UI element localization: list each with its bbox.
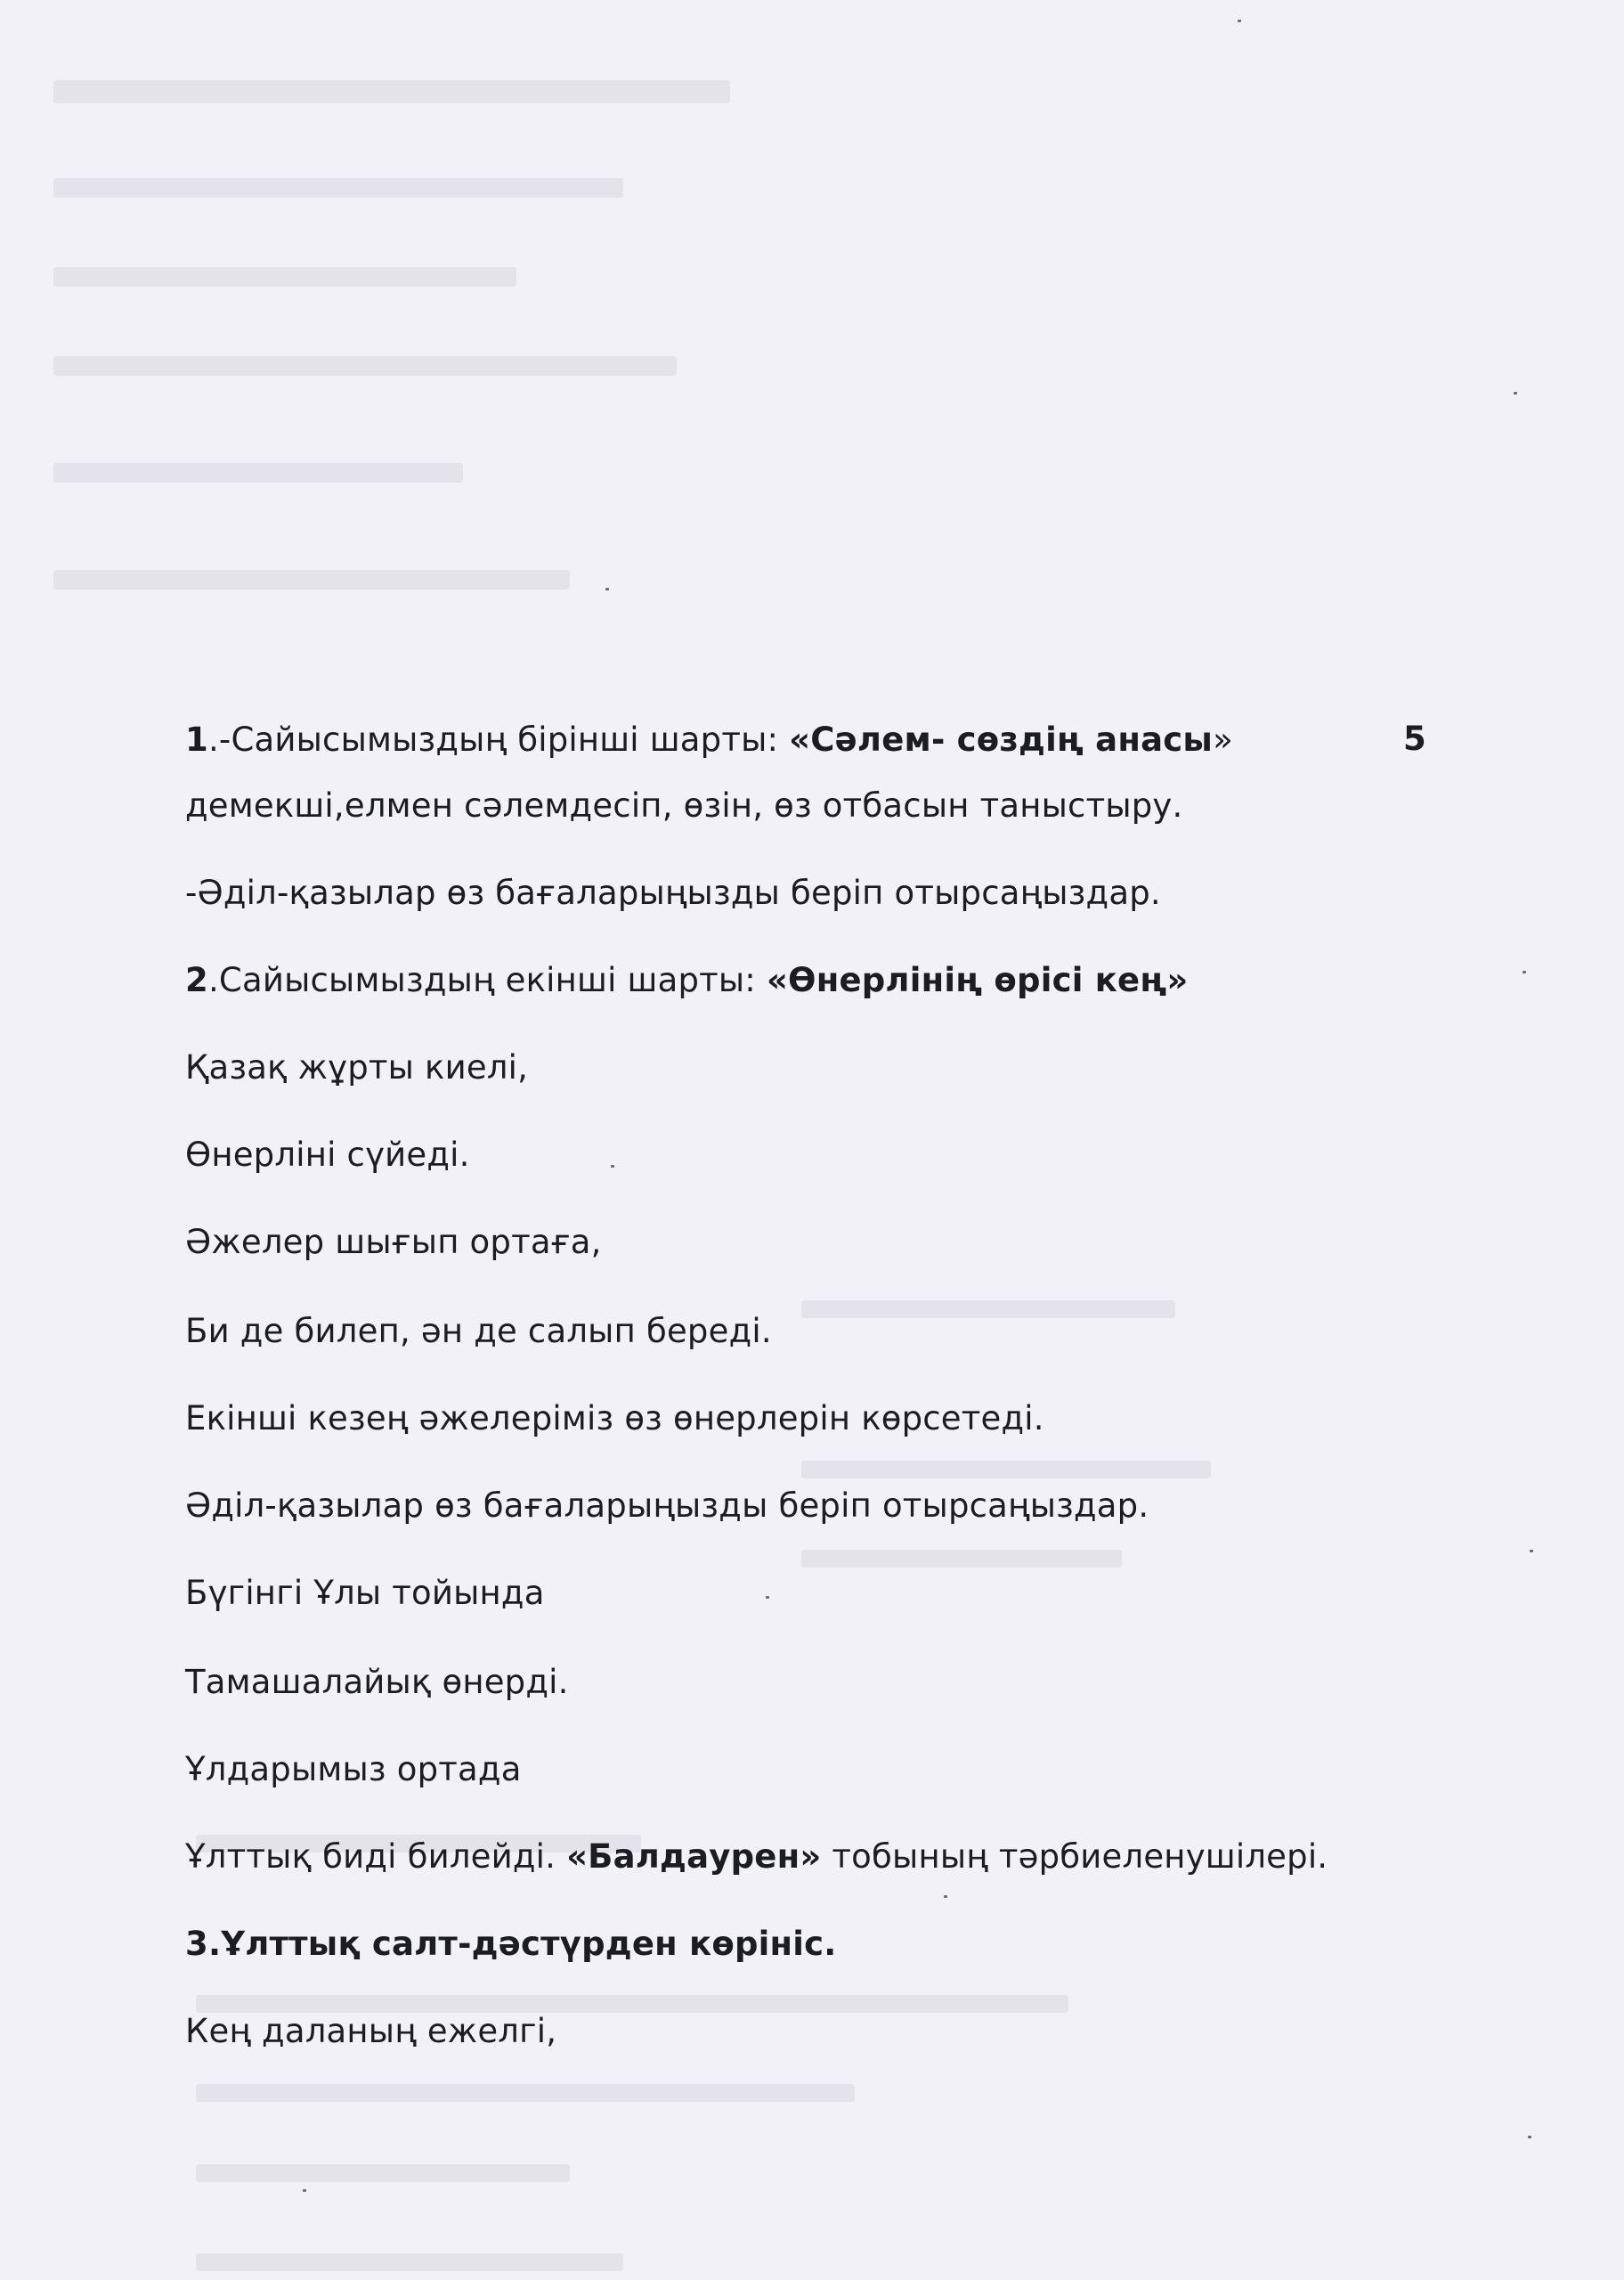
text-line: демекші,елмен сәлемдесіп, өзін, өз отбасын таныстыру. xyxy=(185,786,1183,825)
section-heading: 3.Ұлттық салт-дәстүрден көрініс. xyxy=(185,1925,837,1963)
text-line: Екінші кезең әжелеріміз өз өнерлерін көрсетеді. xyxy=(185,1399,1044,1437)
text-line xyxy=(185,1836,1328,1877)
text-line: Өнерліні сүйеді. xyxy=(185,1136,470,1174)
bold-title: «Сәлем- сөздің анасы xyxy=(789,721,1214,759)
bold-title: «Балдаурен» xyxy=(566,1837,822,1876)
scan-speck xyxy=(1530,1550,1533,1552)
item-number: 2 xyxy=(185,961,208,999)
text-line: -Әділ-қазылар өз бағаларыңызды беріп отырсаңыздар. xyxy=(185,874,1161,912)
bleed-through-mark xyxy=(196,2164,570,2182)
scan-speck xyxy=(605,588,609,590)
scan-speck xyxy=(1514,392,1517,395)
text-run: .-Сайысымыздың бірінші шарты: xyxy=(207,721,790,759)
scan-speck xyxy=(611,1165,614,1168)
bleed-through-mark xyxy=(801,1461,1211,1478)
scan-speck xyxy=(766,1596,769,1599)
item-number: 1 xyxy=(185,721,208,759)
text-line: Ұлдарымыз ортада xyxy=(185,1750,522,1788)
bleed-through-mark xyxy=(53,356,677,376)
bleed-through-mark xyxy=(196,1995,1068,2013)
text-line xyxy=(185,720,1233,761)
bleed-through-mark xyxy=(53,178,623,198)
text-line: Әжелер шығып ортаға, xyxy=(185,1223,602,1261)
text-line: Бүгінгі Ұлы тойында xyxy=(185,1574,545,1612)
text-line: Тамашалайық өнерді. xyxy=(185,1663,569,1701)
text-line: Қазақ жұрты киелі, xyxy=(185,1048,529,1087)
text-line xyxy=(185,960,1189,1001)
scan-speck xyxy=(944,1895,947,1898)
text-line: Би де билеп, ән де салып береді. xyxy=(185,1312,772,1350)
page-number: 5 xyxy=(1403,720,1426,758)
bleed-through-mark xyxy=(53,267,516,287)
text-run: Ұлттық биді билейді. xyxy=(185,1837,567,1876)
scan-speck xyxy=(303,2189,306,2192)
text-line: Әділ-қазылар өз бағаларыңызды беріп отырсаңыздар. xyxy=(185,1486,1149,1525)
text-run: тобының тәрбиеленушілері. xyxy=(821,1837,1328,1876)
text-run: .Сайысымыздың екінші шарты: xyxy=(207,961,767,999)
bleed-through-mark xyxy=(801,1550,1122,1568)
bleed-through-mark xyxy=(53,463,463,483)
scan-speck xyxy=(1238,20,1241,22)
bold-title: «Өнерлінің өрісі кең» xyxy=(766,961,1189,999)
scan-speck xyxy=(1528,2136,1531,2138)
text-line: Кең даланың ежелгі, xyxy=(185,2012,557,2050)
bleed-through-mark xyxy=(196,2253,623,2271)
bleed-through-mark xyxy=(53,80,730,103)
bleed-through-mark xyxy=(196,2084,855,2102)
bleed-through-mark xyxy=(53,570,570,590)
scan-speck xyxy=(1522,971,1526,973)
bleed-through-mark xyxy=(801,1300,1175,1318)
text-run: » xyxy=(1213,721,1233,759)
